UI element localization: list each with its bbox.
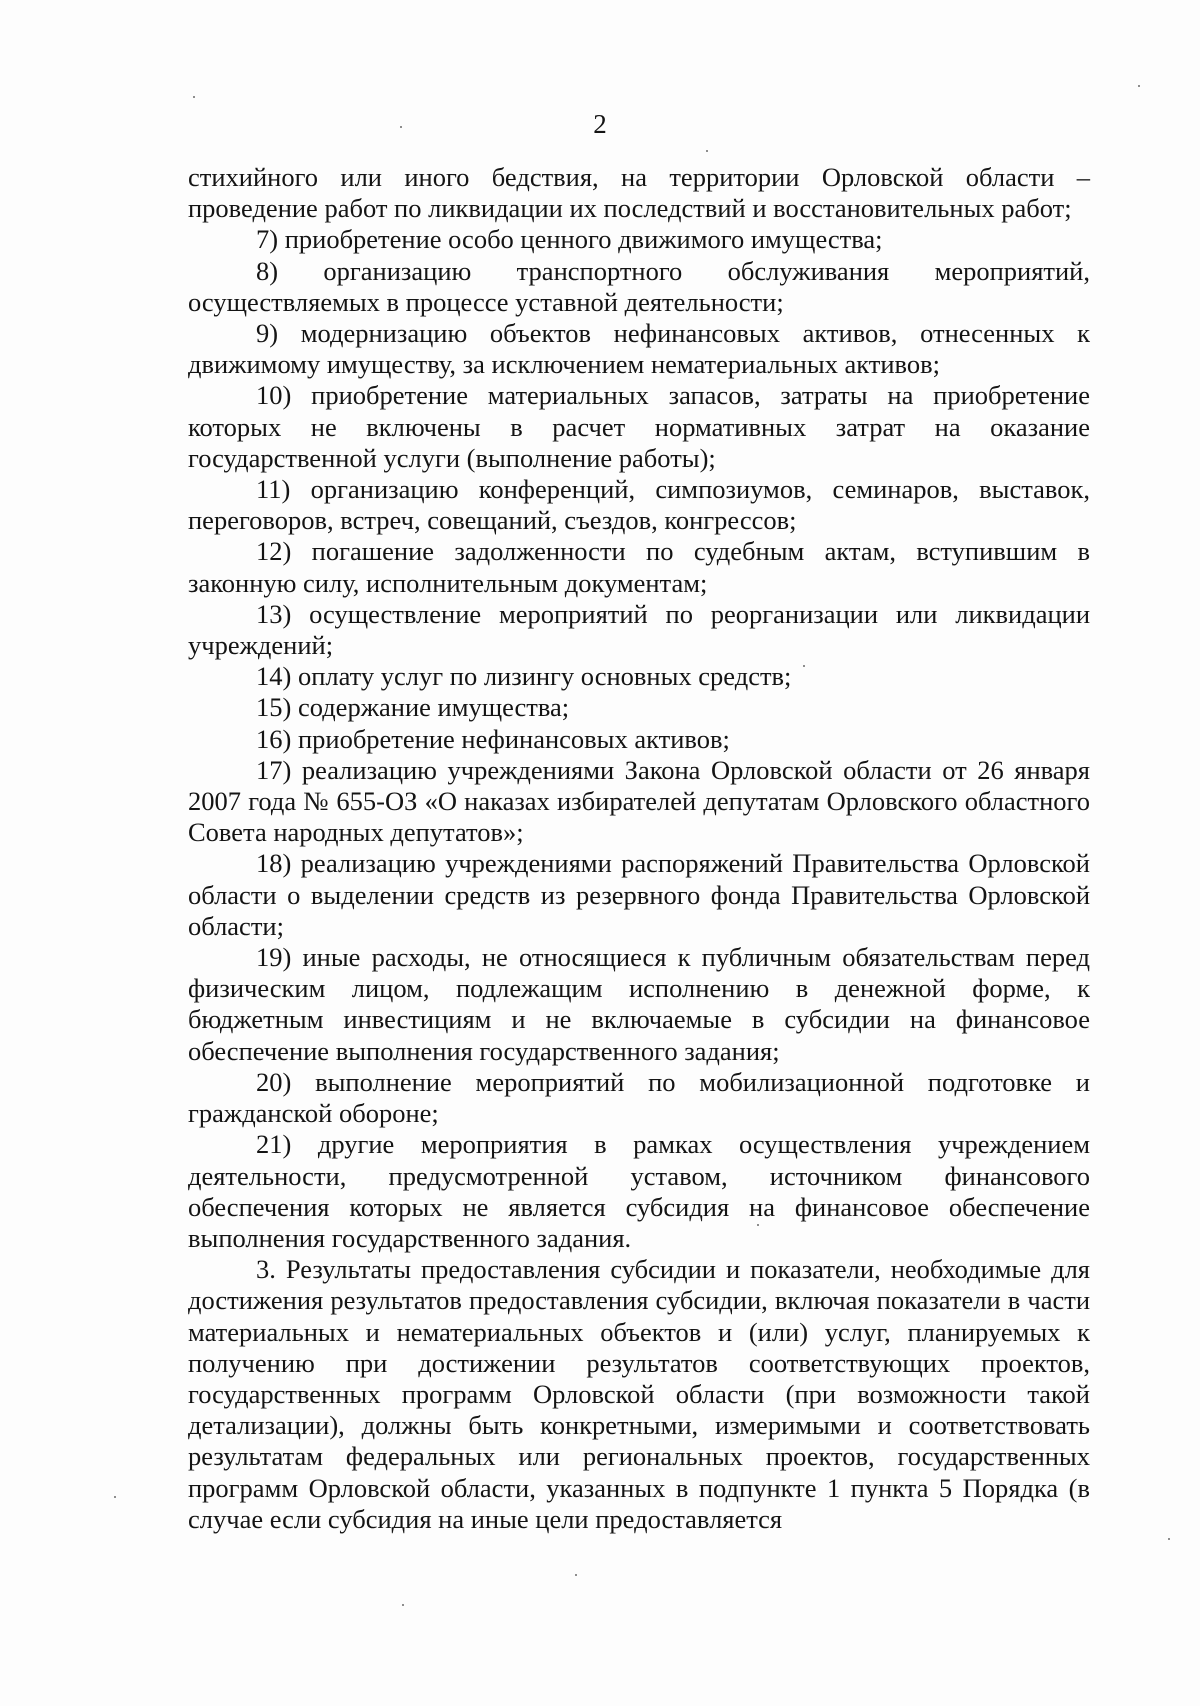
list-item-18: 18) реализацию учреждениями распоряжений Правительства Орловской области о выделении средств из резервного фонда Правительства Орловской области;	[188, 848, 1090, 941]
list-item-21: 21) другие мероприятия в рамках осуществления учреждением деятельности, предусмотренной уставом, источником финансового обеспечения которых не является субсидия на финансовое обеспечение выполнения государственного задания.	[188, 1129, 1090, 1253]
scan-speck	[575, 1574, 577, 1576]
list-item-20: 20) выполнение мероприятий по мобилизационной подготовке и гражданской обороне;	[188, 1066, 1090, 1129]
list-item-12: 12) погашение задолженности по судебным актам, вступившим в законную силу, исполнительным документам;	[188, 536, 1090, 598]
document-body	[188, 162, 1090, 1535]
scan-speck	[706, 150, 708, 152]
scan-speck	[400, 126, 402, 128]
scan-speck	[803, 665, 805, 667]
list-item-15: 15) содержание имущества;	[256, 692, 570, 723]
list-item-13: 13) осуществление мероприятий по реорганизации или ликвидации учреждений;	[188, 598, 1090, 661]
scan-speck	[1138, 85, 1140, 87]
section-3-paragraph: 3. Результаты предоставления субсидии и показатели, необходимые для достижения результатов предоставления субсидии, включая показатели в части материальных и нематериальных объектов и (или) услуг, планируемых к получению при достижении результатов соответствующих проектов, государственных программ Орловской области (при возможности такой детализации), должны быть конкретными, измеримыми и соответствовать результатам федеральных или региональных проектов, государственных программ Орловской области, указанных в подпункте 1 пункта 5 Порядка (в случае если субсидия на иные цели предоставляется	[188, 1254, 1090, 1534]
list-item-10: 10) приобретение материальных запасов, затраты на приобретение которых не включены в расчет нормативных затрат на оказание государственной услуги (выполнение работы);	[188, 380, 1090, 473]
page-number: 2	[593, 109, 607, 139]
list-item-14: 14) оплату услуг по лизингу основных средств;	[256, 661, 792, 692]
scan-speck	[402, 1604, 404, 1606]
list-item-7: 7) приобретение особо ценного движимого имущества;	[256, 224, 883, 255]
list-item-9: 9) модернизацию объектов нефинансовых активов, отнесенных к движимому имуществу, за исключением нематериальных активов;	[188, 318, 1090, 380]
list-item-19: 19) иные расходы, не относящиеся к публичным обязательствам перед физическим лицом, подлежащим исполнению в денежной форме, к бюджетным инвестициям и не включаемые в субсидии на финансовое обеспечение выполнения государственного задания;	[188, 942, 1090, 1066]
scan-speck	[1168, 1538, 1170, 1540]
paragraph-continuation: стихийного или иного бедствия, на территории Орловской области – проведение работ по ликвидации их последствий и восстановительных работ;	[188, 162, 1090, 224]
list-item-17: 17) реализацию учреждениями Закона Орловской области от 26 января 2007 года № 655-ОЗ «О наказах избирателей депутатам Орловского областного Совета народных депутатов»;	[188, 754, 1090, 848]
scan-speck	[114, 1496, 116, 1498]
list-item-16: 16) приобретение нефинансовых активов;	[256, 723, 730, 754]
scan-speck	[193, 96, 195, 98]
list-item-11: 11) организацию конференций, симпозиумов, семинаров, выставок, переговоров, встреч, совещаний, съездов, конгрессов;	[188, 474, 1090, 536]
list-item-8: 8) организацию транспортного обслуживания мероприятий, осуществляемых в процессе уставной деятельности;	[188, 255, 1090, 317]
scan-speck	[757, 1224, 759, 1226]
